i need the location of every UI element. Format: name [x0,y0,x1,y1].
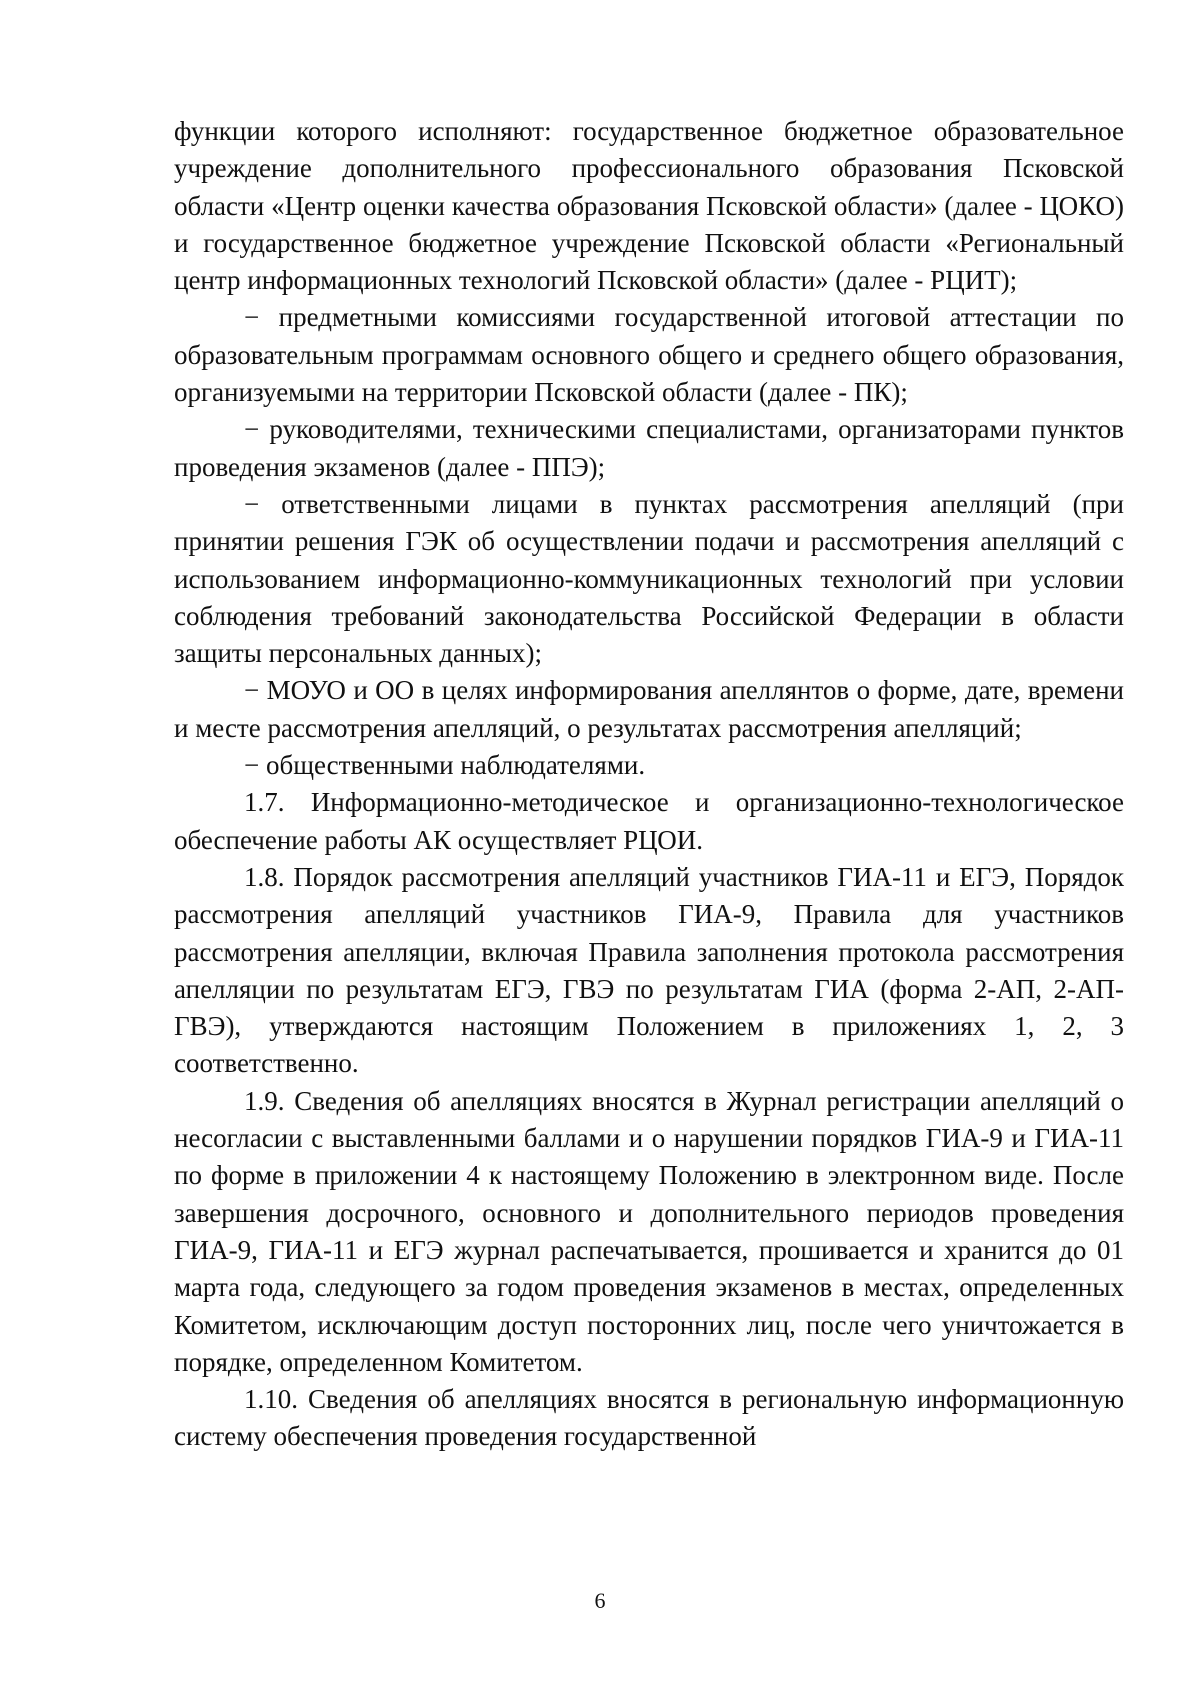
paragraph-subject-commissions: − предметными комиссиями государственной итоговой аттестации по образовательным программам основного общего и среднего общего образования, организуемыми на территории Псковской области (далее - ПК); [174,302,1124,408]
paragraph-functions: функции которого исполняют: государственное бюджетное образовательное учреждение дополнительного профессионального образования Псковской области «Центр оценки качества образования Псковской области» (далее - ЦОКО) и государственное бюджетное учреждение Псковской области «Региональный центр информационных технологий Псковской области» (далее - РЦИТ); [174,116,1124,296]
paragraph-ppe-staff: − руководителями, техническими специалистами, организаторами пунктов проведения экзаменов (далее - ППЭ); [174,414,1124,482]
paragraph-1-9: 1.9. Сведения об апелляциях вносятся в Журнал регистрации апелляций о несогласии с выставленными баллами и о нарушении порядков ГИА-9 и ГИА-11 по форме в приложении 4 к настоящему Положению в электронном виде. После завершения досрочного, основного и дополнительного периодов проведения ГИА-9, ГИА-11 и ЕГЭ журнал распечатывается, прошивается и хранится до 01 марта года, следующего за годом проведения экзаменов в местах, определенных Комитетом, исключающим доступ посторонних лиц, после чего уничтожается в порядке, определенном Комитетом. [174,1085,1124,1377]
paragraph-1-7: 1.7. Информационно-методическое и организационно-технологическое обеспечение работы АК осуществляет РЦОИ. [174,787,1124,855]
paragraph-1-8: 1.8. Порядок рассмотрения апелляций участников ГИА-11 и ЕГЭ, Порядок рассмотрения апелляций участников ГИА-9, Правила для участников рассмотрения апелляции, включая Правила заполнения протокола рассмотрения апелляции по результатам ЕГЭ, ГВЭ по результатам ГИА (форма 2-АП, 2-АП-ГВЭ), утверждаются настоящим Положением в приложениях 1, 2, 3 соответственно. [174,861,1124,1079]
paragraph-observers: − общественными наблюдателями. [244,750,646,781]
paragraph-1-10: 1.10. Сведения об апелляциях вносятся в региональную информационную систему обеспечения проведения государственной [174,1384,1124,1452]
paragraph-mouo: − МОУО и ОО в целях информирования апеллянтов о форме, дате, времени и месте рассмотрения апелляций, о результатах рассмотрения апелляций; [174,675,1124,743]
page-number: 6 [594,1588,606,1613]
paragraph-appeal-points: − ответственными лицами в пунктах рассмотрения апелляций (при принятии решения ГЭК об осуществлении подачи и рассмотрения апелляций с использованием информационно-коммуникационных технологий при условии соблюдения требований законодательства Российской Федерации в области защиты персональных данных); [174,488,1124,669]
document-body [174,113,1124,1456]
